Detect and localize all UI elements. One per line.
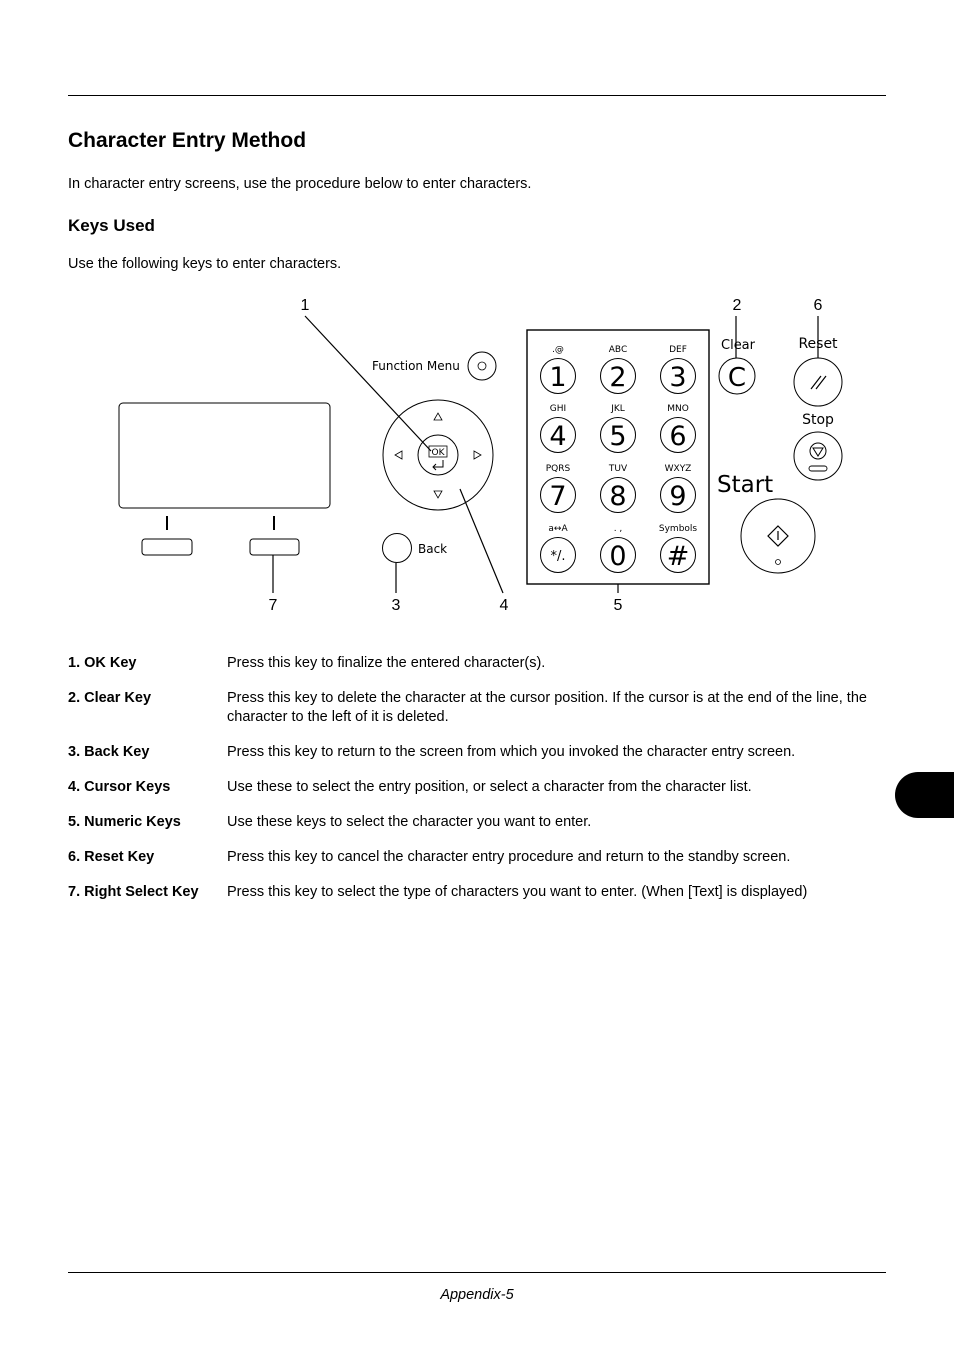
keypad-letters-label: . , <box>613 524 623 534</box>
definition-term: 7. Right Select Key <box>68 884 199 900</box>
footer-rule <box>68 1272 886 1273</box>
function-menu-key[interactable] <box>468 352 496 380</box>
function-menu-label: Function Menu <box>372 359 460 373</box>
numeric-key-digit: 9 <box>669 481 687 512</box>
definition-row <box>68 848 888 867</box>
callout-5: 5 <box>613 597 623 614</box>
keypad-letters-label: ABC <box>608 345 628 355</box>
definition-row <box>68 743 888 762</box>
operation-panel-diagram <box>0 290 954 620</box>
numeric-key-digit: 4 <box>549 421 567 452</box>
keypad-letters-label: MNO <box>667 404 689 414</box>
numeric-key-digit: 2 <box>609 362 627 393</box>
definition-term: 2. Clear Key <box>68 690 152 706</box>
back-key[interactable] <box>383 534 412 563</box>
callout-line-4 <box>460 489 503 593</box>
callout-3: 3 <box>391 597 401 614</box>
definition-desc: Use these to select the entry position, or select a character from the character list. <box>227 779 752 795</box>
keypad-letters-label: GHI <box>549 404 567 414</box>
definition-row <box>68 883 888 902</box>
definition-term: 5. Numeric Keys <box>68 814 181 830</box>
header-rule <box>68 95 886 96</box>
right-select-key[interactable] <box>250 539 299 555</box>
intro-text: In character entry screens, use the procedure below to enter characters. <box>68 176 532 192</box>
callout-4: 4 <box>499 597 509 614</box>
definition-desc: Press this key to cancel the character entry procedure and return to the standby screen. <box>227 849 791 865</box>
clear-key-label: Clear <box>721 338 755 353</box>
callout-6: 6 <box>813 297 823 314</box>
message-display <box>119 403 330 508</box>
ok-key-label: OK <box>431 448 445 458</box>
keypad-letters-label: .@ <box>552 345 564 355</box>
chapter-tab <box>895 772 954 818</box>
page-footer: Appendix-5 <box>440 1287 514 1303</box>
numeric-key-digit: 8 <box>609 481 627 512</box>
keypad-letters-label: PQRS <box>545 464 571 474</box>
keypad-letters-label: JKL <box>611 404 625 414</box>
callout-7: 7 <box>268 597 278 614</box>
stop-key-label: Stop <box>802 412 834 428</box>
keypad-letters-label: WXYZ <box>664 464 692 474</box>
left-select-key[interactable] <box>142 539 192 555</box>
definition-term: 6. Reset Key <box>68 849 155 865</box>
keypad-letters-label: DEF <box>669 345 687 355</box>
definition-desc: Press this key to select the type of characters you want to enter. (When [Text] is displayed) <box>227 884 808 900</box>
reset-key-label: Reset <box>798 336 838 352</box>
numeric-key-digit: 5 <box>609 421 627 452</box>
numeric-key-digit: 3 <box>669 362 687 393</box>
definition-desc: Press this key to return to the screen from which you invoked the character entry screen. <box>227 744 796 760</box>
definition-row <box>68 778 888 797</box>
numeric-key-digit: # <box>666 541 690 572</box>
definition-row <box>68 813 888 832</box>
numeric-key-digit: 1 <box>549 362 567 393</box>
back-key-label: Back <box>418 542 448 556</box>
definition-row <box>68 689 888 727</box>
reset-key[interactable] <box>794 358 842 406</box>
start-key-label: Start <box>717 472 774 498</box>
numeric-key-digit: 0 <box>609 541 627 572</box>
numeric-key-digit: 7 <box>549 481 567 512</box>
callout-2: 2 <box>732 297 742 314</box>
keypad-letters-label: a↔A <box>548 524 568 534</box>
definition-term: 3. Back Key <box>68 744 150 760</box>
definition-term: 1. OK Key <box>68 655 137 671</box>
numeric-key-digit: 6 <box>669 421 687 452</box>
page-title: Character Entry Method <box>68 129 307 152</box>
definition-desc: Press this key to finalize the entered character(s). <box>227 655 546 671</box>
section-title: Keys Used <box>68 216 155 235</box>
key-definition-list <box>68 654 888 918</box>
callout-1: 1 <box>300 297 310 314</box>
callout-line-1 <box>305 316 431 451</box>
definition-desc: Press this key to delete the character at the cursor position. If the cursor is at the end of the line, the character to the left of it is deleted. <box>227 690 867 725</box>
definition-term: 4. Cursor Keys <box>68 779 171 795</box>
keypad-letters-label: Symbols <box>658 524 698 534</box>
definition-desc: Use these keys to select the character you want to enter. <box>227 814 592 830</box>
keys-intro-text: Use the following keys to enter characters. <box>68 256 342 272</box>
definition-row <box>68 654 888 673</box>
keypad-letters-label: TUV <box>608 464 628 474</box>
clear-c-icon: C <box>727 363 747 393</box>
numeric-key-digit: */. <box>550 549 566 564</box>
